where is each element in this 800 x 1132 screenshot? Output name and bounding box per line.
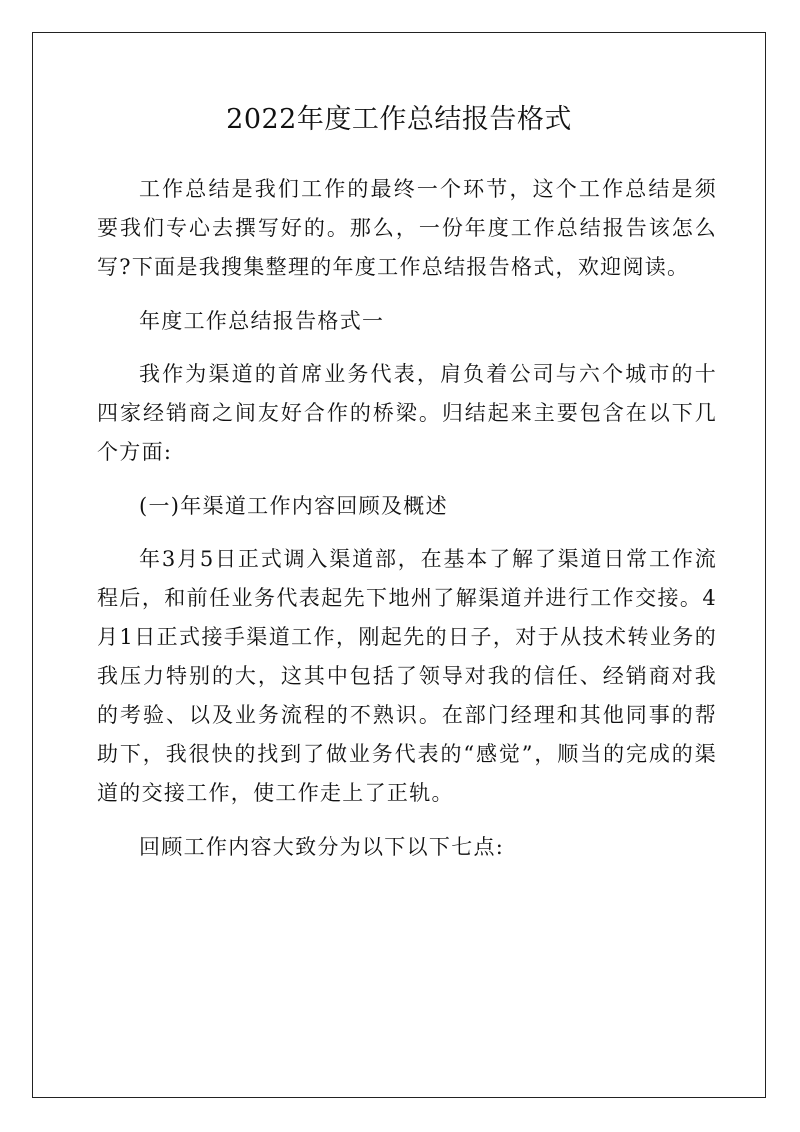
intro-paragraph: 工作总结是我们工作的最终一个环节，这个工作总结是须要我们专心去撰写好的。那么，一份年度工作总结报告该怎么写?下面是我搜集整理的年度工作总结报告格式，欢迎阅读。: [97, 177, 717, 279]
review-paragraph: 年3月5日正式调入渠道部，在基本了解了渠道日常工作流程后，和前任业务代表起先下地州了解渠道并进行工作交接。4月1日正式接手渠道工作，刚起先的日子，对于从技术转业务的我压力特别的大，这其中包括了领导对我的信任、经销商对我的考验、以及业务流程的不熟识。在部门经理和其他同事的帮助下，我很快的找到了做业务代表的“感觉”，顺当的完成的渠道的交接工作，使工作走上了正轨。: [97, 547, 717, 805]
subsection-heading: (一)年渠道工作内容回顾及概述: [139, 493, 448, 518]
role-paragraph: 我作为渠道的首席业务代表，肩负着公司与六个城市的十四家经销商之间友好合作的桥梁。归结起来主要包含在以下几个方面:: [97, 362, 717, 464]
section-heading: 年度工作总结报告格式一: [139, 308, 385, 333]
document-title: 2022年度工作总结报告格式: [226, 104, 572, 135]
document-body: [97, 170, 717, 881]
summary-lead-paragraph: 回顾工作内容大致分为以下以下七点:: [139, 834, 505, 859]
